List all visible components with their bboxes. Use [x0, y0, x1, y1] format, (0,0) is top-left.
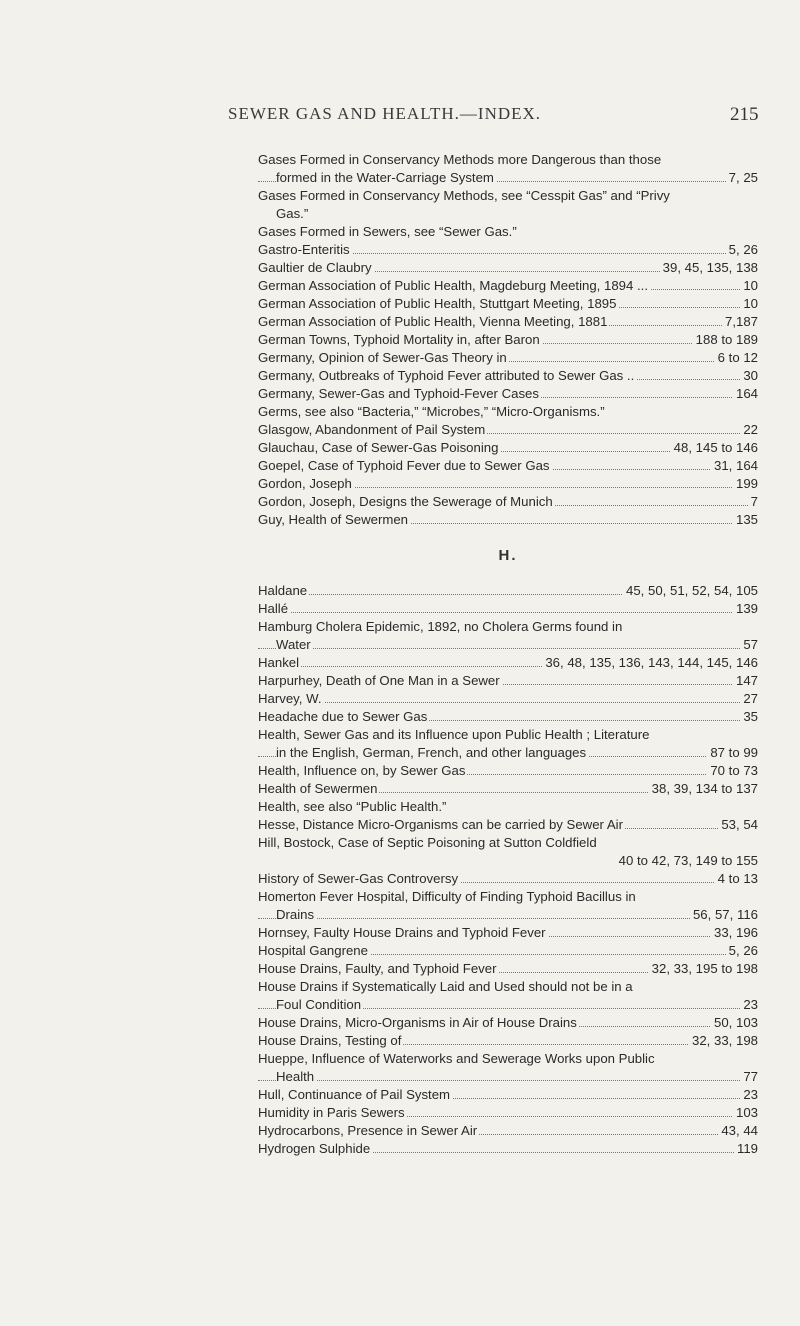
entry-pages: 119 [734, 1140, 758, 1158]
index-entry [258, 457, 758, 475]
index-entry [258, 187, 758, 223]
entry-text: Health [276, 1069, 315, 1084]
entry-text: House Drains, Micro-Organisms in Air of House Drains [258, 1015, 577, 1030]
index-entry [258, 654, 758, 672]
index-entry [258, 1104, 758, 1122]
index-entry [258, 582, 758, 600]
page-number: 215 [730, 104, 759, 125]
index-entry [258, 672, 758, 690]
entry-text: Hueppe, Influence of Waterworks and Sewerage Works upon Public [258, 1051, 655, 1066]
dot-leader [258, 1080, 758, 1081]
entry-pages: 7,187 [722, 313, 758, 331]
entry-text: House Drains, Faulty, and Typhoid Fever [258, 961, 497, 976]
index-entry [258, 708, 758, 726]
entry-text: Headache due to Sewer Gas [258, 709, 428, 724]
entry-text: Hankel [258, 655, 300, 670]
entry-text: Guy, Health of Sewermen [258, 512, 409, 527]
dot-leader [258, 918, 758, 919]
entry-text: Drains [276, 907, 315, 922]
entry-pages: 139 [733, 600, 758, 618]
entry-text: Hamburg Cholera Epidemic, 1892, no Cholera Germs found in [258, 619, 623, 634]
entry-text: Glasgow, Abandonment of Pail System [258, 422, 486, 437]
index-entry [258, 978, 758, 1014]
index-entry [258, 852, 758, 870]
entry-pages: 135 [733, 511, 758, 529]
entry-pages: 38, 39, 134 to 137 [649, 780, 758, 798]
entry-text: Germany, Sewer-Gas and Typhoid-Fever Cases [258, 386, 539, 401]
index-entry [258, 1086, 758, 1104]
entry-text: Homerton Fever Hospital, Difficulty of Finding Typhoid Bacillus in [258, 889, 636, 904]
entry-pages: 56, 57, 116 [690, 906, 758, 924]
section-letter: H. [498, 547, 518, 564]
entry-text: Humidity in Paris Sewers [258, 1105, 405, 1120]
entry-text: Gastro-Enteritis [258, 242, 350, 257]
index-entry [258, 762, 758, 780]
index-entry [258, 924, 758, 942]
entry-pages: 199 [733, 475, 758, 493]
index-entry [258, 241, 758, 259]
entry-text: in the English, German, French, and other languages [276, 745, 587, 760]
entry-pages: 33, 196 [711, 924, 758, 942]
index-entry [258, 367, 758, 385]
entry-pages: 57 [740, 636, 758, 654]
running-title: SEWER GAS AND HEALTH.—INDEX. [228, 104, 542, 123]
entry-pages: 147 [733, 672, 758, 690]
index-entry [258, 385, 758, 403]
index-entry [258, 295, 758, 313]
index-entry [258, 421, 758, 439]
entry-text: Harvey, W. [258, 691, 322, 706]
entry-text: Germany, Opinion of Sewer-Gas Theory in [258, 350, 507, 365]
entry-pages: 5, 26 [726, 942, 758, 960]
index-entry [258, 618, 758, 654]
entry-pages: 6 to 12 [715, 349, 758, 367]
index-entry [258, 439, 758, 457]
entry-text: Haldane [258, 583, 308, 598]
index-section [258, 547, 758, 1158]
index-entry [258, 403, 758, 421]
entry-pages: 103 [733, 1104, 758, 1122]
entry-text: House Drains, Testing of [258, 1033, 402, 1048]
entry-text: Health, Sewer Gas and its Influence upon Public Health ; Literature [258, 727, 650, 742]
entry-pages: 4 to 13 [715, 870, 758, 888]
index-entry [258, 331, 758, 349]
entry-text: Health, see also “Public Health.” [258, 799, 447, 814]
entry-pages: 35 [740, 708, 758, 726]
index-entry [258, 475, 758, 493]
index-entry [258, 1014, 758, 1032]
entry-text: Hallé [258, 601, 289, 616]
index-entry [258, 1032, 758, 1050]
entry-text: Gordon, Joseph, Designs the Sewerage of Munich [258, 494, 553, 509]
index-entry [258, 349, 758, 367]
entry-pages: 10 [740, 295, 758, 313]
entry-text: Gaultier de Claubry [258, 260, 372, 275]
entry-pages: 77 [740, 1068, 758, 1086]
dot-leader [258, 648, 758, 649]
entry-text: Hydrogen Sulphide [258, 1141, 371, 1156]
entry-pages: 30 [740, 367, 758, 385]
index-entry [258, 511, 758, 529]
entry-pages: 40 to 42, 73, 149 to 155 [616, 852, 758, 870]
entry-pages: 45, 50, 51, 52, 54, 105 [623, 582, 758, 600]
index-entry [258, 151, 758, 187]
index-list [258, 151, 758, 1158]
entry-text: Gas.” [276, 206, 309, 221]
index-entry [258, 816, 758, 834]
index-entry [258, 870, 758, 888]
dot-leader [258, 612, 758, 613]
entry-pages: 43, 44 [718, 1122, 758, 1140]
entry-pages: 31, 164 [711, 457, 758, 475]
entry-text: Gases Formed in Conservancy Methods more Dangerous than those [258, 152, 662, 167]
entry-text: Hesse, Distance Micro-Organisms can be carried by Sewer Air [258, 817, 623, 832]
entry-text: History of Sewer-Gas Controversy [258, 871, 459, 886]
index-entry [258, 798, 758, 816]
entry-text: German Association of Public Health, Magdeburg Meeting, 1894 ... [258, 278, 648, 293]
entry-text: Hull, Continuance of Pail System [258, 1087, 451, 1102]
entry-text: House Drains if Systematically Laid and Used should not be in a [258, 979, 633, 994]
entry-text: Hospital Gangrene [258, 943, 368, 958]
entry-text: Harpurhey, Death of One Man in a Sewer [258, 673, 500, 688]
entry-pages: 22 [740, 421, 758, 439]
entry-text: Gases Formed in Conservancy Methods, see “Cesspit Gas” and “Privy [258, 188, 670, 203]
entry-text: Water [276, 637, 311, 652]
index-entry [258, 690, 758, 708]
entry-text: German Association of Public Health, Vienna Meeting, 1881 [258, 314, 608, 329]
entry-text: Glauchau, Case of Sewer-Gas Poisoning [258, 440, 499, 455]
entry-text: German Towns, Typhoid Mortality in, after Baron [258, 332, 540, 347]
entry-text: Hill, Bostock, Case of Septic Poisoning at Sutton Coldfield [258, 835, 597, 850]
entry-text: Hornsey, Faulty House Drains and Typhoid Fever [258, 925, 546, 940]
entry-text: Goepel, Case of Typhoid Fever due to Sewer Gas [258, 458, 550, 473]
index-entry [258, 888, 758, 924]
entry-text: Gordon, Joseph [258, 476, 352, 491]
entry-pages: 23 [740, 1086, 758, 1104]
entry-text: Germs, see also “Bacteria,” “Microbes,” “Micro-Organisms.” [258, 404, 605, 419]
entry-text: Hydrocarbons, Presence in Sewer Air [258, 1123, 478, 1138]
entry-text: Health of Sewermen [258, 781, 378, 796]
index-entry [258, 1140, 758, 1158]
index-entry [258, 726, 758, 762]
entry-text: Foul Condition [276, 997, 362, 1012]
entry-pages: 50, 103 [711, 1014, 758, 1032]
dot-leader [258, 702, 758, 703]
index-entry [258, 1050, 758, 1086]
entry-pages: 27 [740, 690, 758, 708]
entry-text: formed in the Water-Carriage System [276, 170, 494, 185]
entry-pages: 10 [740, 277, 758, 295]
entry-pages: 53, 54 [718, 816, 758, 834]
entry-pages: 5, 26 [726, 241, 758, 259]
index-section [258, 151, 758, 529]
entry-text: Health, Influence on, by Sewer Gas [258, 763, 466, 778]
entry-pages: 39, 45, 135, 138 [660, 259, 758, 277]
index-entry [258, 1122, 758, 1140]
index-entry [258, 960, 758, 978]
entry-pages: 32, 33, 198 [689, 1032, 758, 1050]
index-entry [258, 313, 758, 331]
index-entry [258, 600, 758, 618]
entry-pages: 7, 25 [726, 169, 758, 187]
entry-text: German Association of Public Health, Stuttgart Meeting, 1895 [258, 296, 617, 311]
entry-pages: 87 to 99 [707, 744, 758, 762]
index-entry [258, 780, 758, 798]
entry-pages: 48, 145 to 146 [671, 439, 758, 457]
entry-pages: 32, 33, 195 to 198 [649, 960, 758, 978]
entry-pages: 188 to 189 [693, 331, 758, 349]
index-entry [258, 223, 758, 241]
index-entry [258, 259, 758, 277]
entry-pages: 70 to 73 [707, 762, 758, 780]
index-entry [258, 942, 758, 960]
entry-text: Gases Formed in Sewers, see “Sewer Gas.” [258, 224, 517, 239]
entry-pages: 36, 48, 135, 136, 143, 144, 145, 146 [542, 654, 758, 672]
entry-pages: 164 [733, 385, 758, 403]
entry-text: Germany, Outbreaks of Typhoid Fever attributed to Sewer Gas .. [258, 368, 635, 383]
running-head [0, 104, 800, 128]
entry-pages: 7 [748, 493, 758, 511]
entry-pages: 23 [740, 996, 758, 1014]
index-entry [258, 834, 758, 852]
index-entry [258, 277, 758, 295]
index-entry [258, 493, 758, 511]
